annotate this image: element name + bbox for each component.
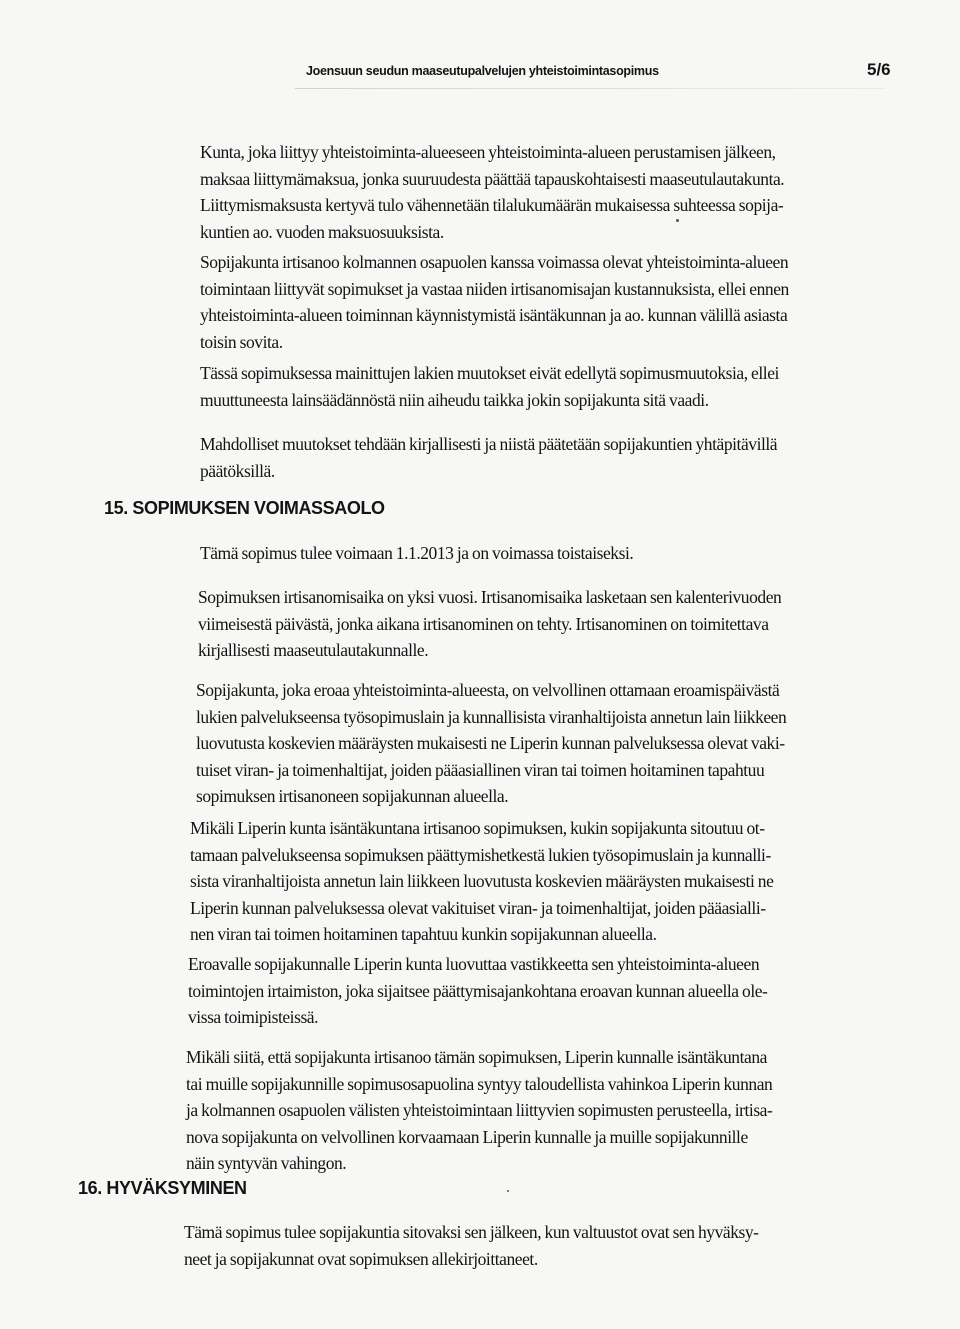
paragraph	[200, 139, 784, 245]
paragraph	[190, 815, 773, 948]
section-heading-16: 16. HYVÄKSYMINEN	[78, 1178, 247, 1198]
text-line: Eroavalle sopijakunnalle Liperin kunta luovuttaa vastikkeetta sen yhteistoiminta-alueen	[188, 954, 760, 974]
text-line: toisin sovita.	[200, 331, 283, 352]
text-line: Sopijakunta irtisanoo kolmannen osapuolen kanssa voimassa olevat yhteistoiminta-alueen	[200, 252, 789, 272]
paragraph	[184, 1219, 759, 1272]
text-line: nova sopijakunta on velvollinen korvaamaan Liperin kunnalle ja muille sopijakunnille	[186, 1126, 748, 1147]
text-line: tuiset viran- ja toimenhaltijat, joiden pääasiallinen viran tai toimen hoitaminen tapahtuu	[196, 759, 765, 780]
text-line: päätöksillä.	[200, 460, 275, 481]
text-line: Mikäli siitä, että sopijakunta irtisanoo tämän sopimuksen, Liperin kunnalle isäntäkuntana	[186, 1047, 767, 1067]
text-line: maksaa liittymämaksua, jonka suuruudesta päättää tapauskohtaisesti maaseutulautakunta.	[200, 168, 785, 189]
text-line: Mahdolliset muutokset tehdään kirjallisesti ja niistä päätetään sopijakuntien yhtäpitävillä	[200, 434, 778, 454]
paragraph	[188, 951, 767, 1031]
paragraph	[186, 1044, 772, 1177]
paragraph	[200, 431, 777, 484]
text-line: kirjallisesti maaseutulautakunnalle.	[198, 640, 429, 660]
paragraph	[196, 677, 786, 810]
paragraph	[200, 540, 633, 567]
text-line: tamaan palvelukseensa sopimuksen päättymishetkestä lukien työsopimuslain ja kunnalli-	[190, 844, 771, 865]
text-line: luovutusta koskevien määräysten mukaisesti ne Liperin kunnan palveluksessa olevat vaki-	[196, 733, 785, 753]
paragraph	[198, 584, 781, 664]
text-line: toimintojen irtaimiston, joka sijaitsee päättymisajankohtana eroavan kunnan alueella ole-	[188, 980, 768, 1001]
text-line: vissa toimipisteissä.	[188, 1007, 319, 1027]
text-line: Sopijakunta, joka eroaa yhteistoiminta-alueesta, on velvollinen ottamaan eroamispäivästä	[196, 680, 780, 700]
text-line: sopimuksen irtisanoneen sopijakunnan alueella.	[196, 786, 509, 806]
text-line: neet ja sopijakunnat ovat sopimuksen allekirjoittaneet.	[184, 1248, 538, 1269]
text-line: nen viran tai toimen hoitaminen tapahtuu kunkin sopijakunnan alueella.	[190, 924, 657, 944]
page-number: 5/6	[867, 60, 891, 79]
scan-speck	[507, 1190, 509, 1192]
text-line: Tämä sopimus tulee voimaan 1.1.2013 ja on voimassa toistaiseksi.	[200, 543, 634, 563]
text-line: Mikäli Liperin kunta isäntäkuntana irtisanoo sopimuksen, kukin sopijakunta sitoutuu ot-	[190, 818, 765, 838]
text-line: Liperin kunnan palveluksessa olevat vakituiset viran- ja toimenhaltijat, joiden pääasialli-	[190, 897, 766, 918]
text-line: sista viranhaltijoista annetun lain liikkeen luovutusta koskevien määräysten mukaisesti ne	[190, 871, 774, 891]
text-line: näin syntyvän vahingon.	[186, 1153, 347, 1173]
text-line: viimeisestä päivästä, jonka aikana irtisanominen on tehty. Irtisanominen on toimitettava	[198, 613, 769, 634]
text-line: tai muille sopijakunnille sopimusosapuolina syntyy taloudellista vahinkoa Liperin kunnan	[186, 1073, 773, 1094]
text-line: lukien palvelukseensa työsopimuslain ja kunnallisista viranhaltijoista annetun lain liikkeen	[196, 706, 787, 727]
text-line: Kunta, joka liittyy yhteistoiminta-alueeseen yhteistoiminta-alueen perustamisen jälkeen,	[200, 142, 776, 162]
text-line: Tämä sopimus tulee sopijakuntia sitovaksi sen jälkeen, kun valtuustot ovat sen hyväksy-	[184, 1222, 759, 1242]
text-line: muuttuneesta lainsäädännöstä niin aiheudu taikka jokin sopijakunta sitä vaadi.	[200, 389, 709, 410]
document-header-title: Joensuun seudun maaseutupalvelujen yhteistoimintasopimus	[306, 64, 659, 78]
scan-speck	[676, 219, 679, 222]
text-line: ja kolmannen osapuolen välisten yhteistoimintaan liittyvien sopimusten perusteella, irtisa-	[186, 1100, 773, 1120]
text-line: yhteistoiminta-alueen toiminnan käynnistymistä isäntäkunnan ja ao. kunnan välillä asiasta	[200, 305, 788, 325]
paragraph	[200, 249, 789, 355]
text-line: Liittymismaksusta kertyvä tulo vähennetään tilalukumäärän mukaisessa suhteessa sopija-	[200, 195, 784, 215]
text-line: Tässä sopimuksessa mainittujen lakien muutokset eivät edellytä sopimusmuutoksia, ellei	[200, 363, 779, 383]
paragraph	[200, 360, 779, 413]
text-line: toimintaan liittyvät sopimukset ja vastaa niiden irtisanomisajan kustannuksista, ellei ennen	[200, 278, 789, 299]
text-line: kuntien ao. vuoden maksuosuuksista.	[200, 221, 444, 242]
text-line: Sopimuksen irtisanomisaika on yksi vuosi. Irtisanomisaika lasketaan sen kalenterivuoden	[198, 587, 782, 607]
section-heading-15: 15. SOPIMUKSEN VOIMASSAOLO	[104, 498, 385, 518]
header-divider	[295, 88, 885, 89]
